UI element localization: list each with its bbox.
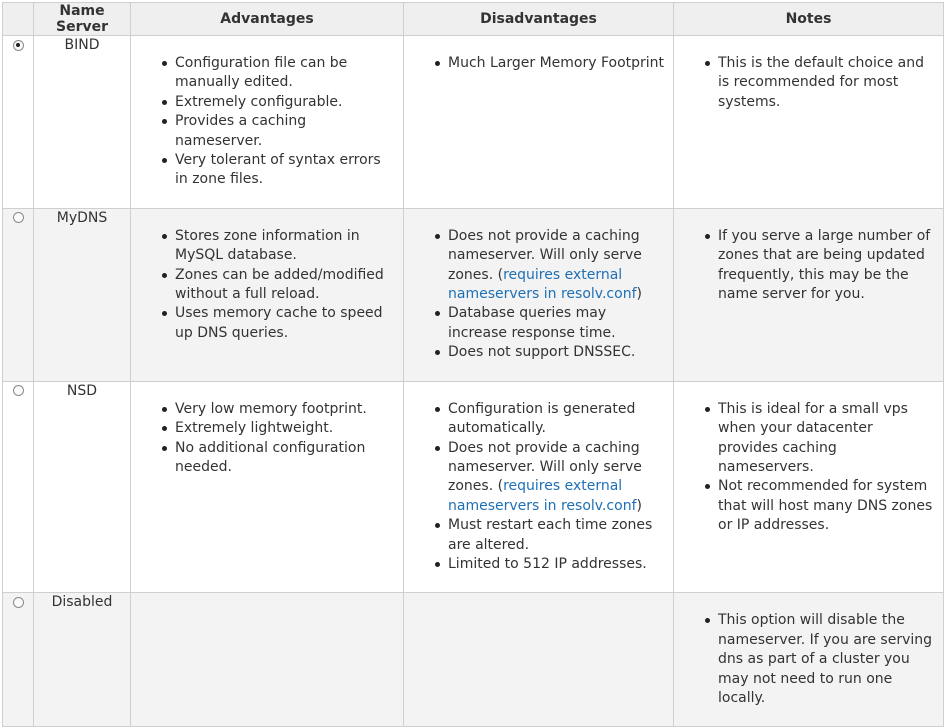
list-item: Very low memory footprint.	[175, 400, 397, 419]
name-server-column-header: Name Server	[34, 3, 131, 36]
caching-text: Does not provide a caching nameserver. Will only serve zones. (	[448, 227, 642, 283]
name-server-name: MyDNS	[34, 208, 131, 381]
list-item: This option will disable the nameserver. If you are serving dns as part of a cluster you may not need to run one locally.	[718, 611, 937, 708]
list-item: No additional configuration needed.	[175, 439, 397, 478]
notes-column-header: Notes	[674, 3, 944, 36]
list-item: This is the default choice and is recommended for most systems.	[718, 54, 937, 112]
advantages-cell	[131, 208, 404, 381]
advantages-cell	[131, 593, 404, 727]
advantages-cell	[131, 381, 404, 593]
list-item: Uses memory cache to speed up DNS queries.	[175, 304, 397, 343]
nameserver-table	[2, 2, 944, 727]
disadvantages-cell	[404, 593, 674, 727]
disadvantages-cell	[404, 36, 674, 209]
radio-mydns[interactable]	[13, 212, 24, 223]
disadvantages-column-header: Disadvantages	[404, 3, 674, 36]
list-item: Database queries may increase response time.	[448, 304, 667, 343]
caching-text: Does not provide a caching nameserver. Will only serve zones. (	[448, 439, 642, 495]
advantages-list	[131, 382, 403, 496]
list-item	[448, 439, 667, 517]
caching-text-end: )	[636, 286, 642, 303]
external-nameservers-link[interactable]: requires external nameservers in resolv.conf	[448, 266, 637, 303]
advantages-column-header: Advantages	[131, 3, 404, 36]
select-column-header	[3, 3, 34, 36]
notes-list	[674, 36, 943, 130]
list-item: Zones can be added/modified without a full reload.	[175, 266, 397, 305]
radio-disabled[interactable]	[13, 597, 24, 608]
radio-nsd[interactable]	[13, 385, 24, 396]
list-item: Very tolerant of syntax errors in zone files.	[175, 151, 397, 190]
list-item: Configuration is generated automatically.	[448, 400, 667, 439]
radio-bind[interactable]	[13, 40, 24, 51]
table-row-bind	[3, 36, 944, 209]
radio-cell	[3, 36, 34, 209]
disadvantages-list	[404, 382, 673, 593]
disadvantages-cell	[404, 208, 674, 381]
list-item: Much Larger Memory Footprint	[448, 54, 667, 73]
disadvantages-list	[404, 209, 673, 381]
name-server-name: NSD	[34, 381, 131, 593]
list-item: Configuration file can be manually edited.	[175, 54, 397, 93]
disadvantages-cell	[404, 381, 674, 593]
list-item: If you serve a large number of zones that are being updated frequently, this may be the name server for you.	[718, 227, 937, 305]
list-item	[448, 227, 667, 305]
list-item: Must restart each time zones are altered.	[448, 516, 667, 555]
notes-cell	[674, 208, 944, 381]
radio-cell	[3, 381, 34, 593]
list-item: Stores zone information in MySQL database.	[175, 227, 397, 266]
notes-cell	[674, 593, 944, 727]
advantages-cell	[131, 36, 404, 209]
notes-list	[674, 382, 943, 554]
list-item: Does not support DNSSEC.	[448, 343, 667, 362]
list-item: This is ideal for a small vps when your datacenter provides caching nameservers.	[718, 400, 937, 478]
notes-list	[674, 593, 943, 726]
table-header-row	[3, 3, 944, 36]
notes-cell	[674, 36, 944, 209]
list-item: Provides a caching nameserver.	[175, 112, 397, 151]
list-item: Limited to 512 IP addresses.	[448, 555, 667, 574]
radio-cell	[3, 208, 34, 381]
list-item: Extremely configurable.	[175, 93, 397, 112]
list-item: Not recommended for system that will host many DNS zones or IP addresses.	[718, 477, 937, 535]
table-row-mydns	[3, 208, 944, 381]
notes-cell	[674, 381, 944, 593]
external-nameservers-link[interactable]: requires external nameservers in resolv.conf	[448, 478, 637, 514]
advantages-list	[131, 36, 403, 208]
list-item: Extremely lightweight.	[175, 419, 397, 438]
caching-text-end: )	[636, 497, 642, 514]
radio-cell	[3, 593, 34, 727]
table-row-disabled	[3, 593, 944, 727]
name-server-name: BIND	[34, 36, 131, 209]
advantages-list	[131, 209, 403, 361]
name-server-name: Disabled	[34, 593, 131, 727]
disadvantages-list	[404, 36, 673, 91]
table-row-nsd	[3, 381, 944, 593]
notes-list	[674, 209, 943, 323]
